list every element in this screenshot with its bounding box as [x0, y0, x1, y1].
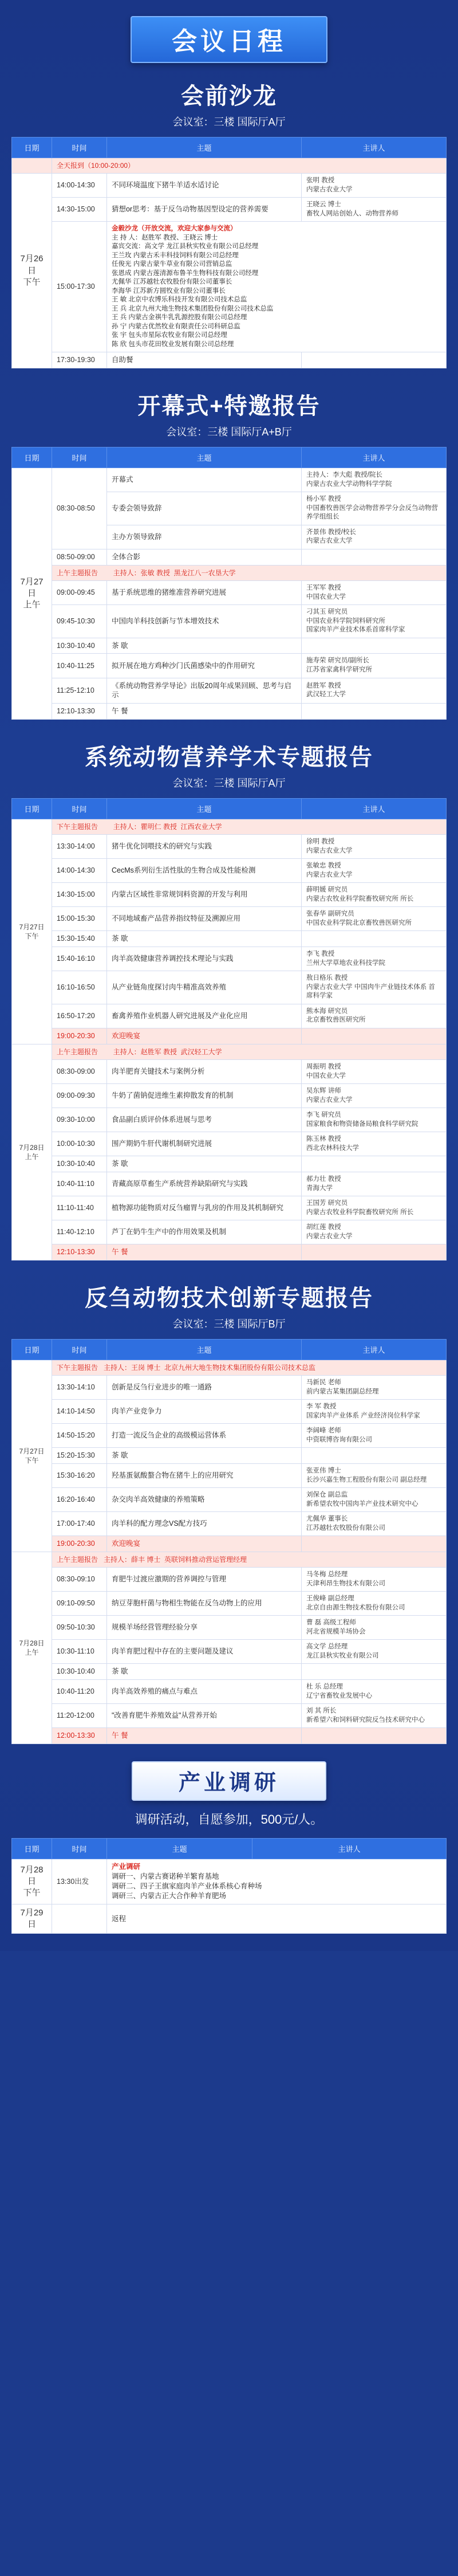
speaker-cell: 李飞 研究员 国家粮食和物资储备局粮食科学研究院 — [302, 1108, 447, 1132]
table-row — [12, 947, 447, 971]
time-cell: 10:30-11:10 — [52, 1640, 107, 1664]
col-speaker: 主讲人 — [252, 1839, 447, 1859]
table-row — [12, 1059, 447, 1083]
col-time: 时间 — [52, 1339, 107, 1360]
col-date: 日期 — [12, 1839, 52, 1859]
col-speaker: 主讲人 — [302, 447, 447, 468]
speaker-cell: 刘保仓 副总监 新希望农牧中国肉羊产业技术研究中心 — [302, 1488, 447, 1512]
speaker-cell: 王军军 教授 中国农业大学 — [302, 581, 447, 605]
col-speaker: 主讲人 — [302, 1339, 447, 1360]
topic-cell: 欢迎晚宴 — [107, 1536, 302, 1552]
table-row — [12, 174, 447, 198]
topic-cell: 打造一流反刍企业的高级模运营体系 — [107, 1424, 302, 1448]
chair-cell: 下午主题报告 主持人：王岗 博士 北京九州大地生物技术集团股份有限公司技术总监 — [52, 1360, 447, 1375]
topic-cell: 全体合影 — [107, 549, 302, 565]
host-line: 王 兵 内蒙古金祺牛乳乳源控股有限公司总经理 — [112, 314, 247, 321]
table-row — [12, 1904, 447, 1934]
table-row — [12, 931, 447, 947]
topic-cell: 肉羊育肥过程中存在的主要问题及建议 — [107, 1640, 302, 1664]
time-cell: 15:00-15:30 — [52, 907, 107, 931]
table-row — [12, 1616, 447, 1640]
time-cell: 13:30-14:00 — [52, 835, 107, 859]
time-cell: 19:00-20:30 — [52, 1536, 107, 1552]
table-row — [12, 1244, 447, 1260]
speaker-cell — [302, 1028, 447, 1044]
chair-row — [12, 565, 447, 580]
speaker-cell: 胡红莲 教授 内蒙古农业大学 — [302, 1220, 447, 1244]
chair-row — [12, 1044, 447, 1059]
topic-cell: 拟开展在地方鸡种沙门氏菌感染中的作用研究 — [107, 654, 302, 678]
chair-cell: 上午主题报告 主持人：张敏 教授 黑龙江八一农垦大学 — [52, 565, 447, 580]
speaker-cell — [302, 352, 447, 368]
speaker-cell: 陈玉林 教授 西北农林科技大学 — [302, 1132, 447, 1156]
topic-cell: 肉羊高效养殖的痛点与难点 — [107, 1680, 302, 1704]
table-row — [12, 1004, 447, 1028]
host-line: 主 持 人：赵胜军 教授、王晓云 博士 — [112, 234, 218, 241]
chair-row — [12, 1552, 447, 1568]
salon-title: 会前沙龙 — [181, 84, 277, 109]
time-cell: 12:00-13:30 — [52, 1728, 107, 1744]
col-topic: 主题 — [107, 799, 302, 819]
col-date: 日期 — [12, 799, 52, 819]
speaker-cell: 曹 磊 高级工程师 河北省规模羊场协会 — [302, 1616, 447, 1640]
host-line: 孙 宁 内蒙古优然牧业有限责任公司科研总监 — [112, 323, 240, 330]
speaker-cell — [302, 1244, 447, 1260]
speaker-cell: 郝力壮 教授 青海大学 — [302, 1172, 447, 1196]
table-row — [12, 678, 447, 704]
time-cell: 15:30-15:40 — [52, 931, 107, 947]
speaker-cell: 王俊峰 副总经理 北京自由源生物技术股份有限公司 — [302, 1592, 447, 1616]
table-row — [12, 883, 447, 907]
date-cell: 7月27日 上午 — [12, 468, 52, 720]
date-cell: 7月27日 下午 — [12, 819, 52, 1044]
table-row — [12, 704, 447, 720]
col-date: 日期 — [12, 138, 52, 158]
speaker-cell: 李飞 教授 兰州大学草地农业科技学院 — [302, 947, 447, 971]
topic-cell: 基于系统思维的猪维准营养研究进展 — [107, 581, 302, 605]
table-row — [12, 1640, 447, 1664]
visit-note: 调研活动，自愿参加，500元/人。 — [135, 1812, 323, 1827]
table-row — [12, 1084, 447, 1108]
table-row — [12, 1568, 447, 1592]
time-cell: 17:00-17:40 — [52, 1512, 107, 1536]
topic-cell: 围产期奶牛肝代谢机制研究进展 — [107, 1132, 302, 1156]
topic-cell: 午 餐 — [107, 1244, 302, 1260]
table-row — [12, 1728, 447, 1744]
speaker-cell: 周振明 教授 中国农业大学 — [302, 1059, 447, 1083]
speaker-cell: 徐明 教授 内蒙古农业大学 — [302, 835, 447, 859]
time-cell: 08:30-09:00 — [52, 1059, 107, 1083]
table-row — [12, 1680, 447, 1704]
col-topic: 主题 — [107, 1339, 302, 1360]
time-cell: 15:30-16:20 — [52, 1464, 107, 1488]
topic-cell: 牛奶了菌钠促进维生素抑散发育的机制 — [107, 1084, 302, 1108]
topic-cell: 肉羊产业竞争力 — [107, 1400, 302, 1424]
topic-cell — [107, 1904, 447, 1934]
table-row — [12, 638, 447, 654]
time-cell: 08:30-08:50 — [52, 468, 107, 549]
topic-cell: 内蒙古区域性非常规饲料资源的开发与利用 — [107, 883, 302, 907]
time-cell: 12:10-13:30 — [52, 1244, 107, 1260]
date-cell: 7月28日 下午 — [12, 1859, 52, 1904]
topic-cell: 主办方领导致辞 — [107, 525, 302, 549]
time-cell: 09:10-09:50 — [52, 1592, 107, 1616]
time-cell: 16:20-16:40 — [52, 1488, 107, 1512]
salon-venue: 会议室：三楼 国际厅A厅 — [172, 116, 286, 128]
visit-line: 调研三、内蒙古正大合作种羊育肥场 — [112, 1891, 227, 1900]
col-topic: 主题 — [107, 447, 302, 468]
table-row — [12, 158, 447, 174]
speaker-cell: 熊本海 研究员 北京畜牧兽医研究所 — [302, 1004, 447, 1028]
topic-cell: 肉羊肥育关键技术与案例分析 — [107, 1059, 302, 1083]
topic-cell: 育肥牛过渡应激期的营养调控与管理 — [107, 1568, 302, 1592]
header — [0, 0, 458, 63]
table-row — [12, 835, 447, 859]
speaker-cell — [302, 1664, 447, 1680]
time-cell: 14:00-14:30 — [52, 174, 107, 198]
time-cell: 13:30-14:10 — [52, 1376, 107, 1400]
speaker-cell: 赵胜军 教授 武汉轻工大学 — [302, 678, 447, 704]
table-row — [12, 1376, 447, 1400]
speaker-cell: 杜 乐 总经理 辽宁省畜牧业发展中心 — [302, 1680, 447, 1704]
speaker-cell — [302, 1536, 447, 1552]
topic-cell: 猪牛优化饲喂技术的研究与实践 — [107, 835, 302, 859]
topic-cell: 食品副白质评价体系进展与思考 — [107, 1108, 302, 1132]
table-row — [12, 859, 447, 883]
host-line: 任俊光 内蒙古蒙牛草业有限公司营销总监 — [112, 261, 232, 268]
topic-cell: 专委会领导致辞 — [107, 492, 302, 525]
speaker-cell — [302, 1728, 447, 1744]
speaker-cell: 吴东辉 讲师 内蒙古农业大学 — [302, 1084, 447, 1108]
speaker-cell: 李阔峰 老师 中资联博咨询有限公司 — [302, 1424, 447, 1448]
col-time: 时间 — [52, 447, 107, 468]
speaker-cell: 施寿荣 研究员/副所长 江苏省家禽科学研究所 — [302, 654, 447, 678]
host-line: 张 宇 包头市星际农牧业有限公司总经理 — [112, 332, 227, 339]
speaker-cell: 薛明媛 研究员 内蒙古农牧业科学院畜牧研究所 所长 — [302, 883, 447, 907]
table-row — [12, 1704, 447, 1728]
time-cell: 10:40-11:25 — [52, 654, 107, 678]
chair-cell: 上午主题报告 主持人：薛丰 博士 英联饲料推动营运管理经理 — [52, 1552, 447, 1568]
speaker-cell: 高文学 总经理 龙江县秋实牧业有限公司 — [302, 1640, 447, 1664]
topic-cell: 茶 歇 — [107, 1156, 302, 1172]
table-row — [12, 971, 447, 1004]
time-cell: 11:40-12:10 — [52, 1220, 107, 1244]
table-row — [12, 1664, 447, 1680]
table-row — [12, 1220, 447, 1244]
visit-title: 产业调研 — [132, 1761, 326, 1801]
topic-cell: 茶 歇 — [107, 931, 302, 947]
time-cell: 10:30-10:40 — [52, 1664, 107, 1680]
topic-cell: 畜禽养殖作业机器人研究进展及产业化应用 — [107, 1004, 302, 1028]
topic-cell: 植物源功能物质对反刍瘤胃与乳房的作用及其机制研究 — [107, 1196, 302, 1220]
time-cell: 15:20-15:30 — [52, 1448, 107, 1464]
speaker-cell: 张亚伟 博士 长沙兴嘉生物工程股份有限公司 副总经理 — [302, 1464, 447, 1488]
host-line: 嘉宾交流：高文学 龙江县秋实牧业有限公司总经理 — [112, 243, 259, 250]
salon-table — [11, 137, 447, 368]
time-cell: 11:20-12:00 — [52, 1704, 107, 1728]
time-cell: 14:30-15:00 — [52, 883, 107, 907]
topic-cell: 不同环境温度下猪牛羊适水适讨论 — [107, 174, 302, 198]
time-cell: 13:30出发 — [52, 1859, 107, 1904]
host-line: 尤佩华 江苏越牡农牧股份有限公司董事长 — [112, 278, 232, 286]
topic-cell: 中国肉羊科技创新与节本增效技术 — [107, 605, 302, 638]
time-cell: 15:40-16:10 — [52, 947, 107, 971]
col-topic: 主题 — [107, 138, 302, 158]
time-cell: 09:00-09:45 — [52, 581, 107, 605]
time-cell: 10:40-11:20 — [52, 1680, 107, 1704]
speaker-cell — [302, 1156, 447, 1172]
speaker-cell: 杨小军 教授 中国畜牧兽医学会动物营养学分会反刍动物营养学组组长 — [302, 492, 447, 525]
topic-cell: 茶 歇 — [107, 1448, 302, 1464]
time-cell: 10:40-11:10 — [52, 1172, 107, 1196]
table-row — [12, 1464, 447, 1488]
speaker-cell: 敖日格乐 教授 内蒙古农业大学 中国肉牛产业链技术体系 首席科学家 — [302, 971, 447, 1004]
rum-table — [11, 1339, 447, 1744]
time-cell: 09:30-10:00 — [52, 1108, 107, 1132]
speaker-cell — [302, 638, 447, 654]
table-row — [12, 1592, 447, 1616]
main-title: 会议日程 — [131, 16, 327, 63]
table-row — [12, 1448, 447, 1464]
visit-topic-title: 产业调研 — [112, 1863, 141, 1871]
topic-cell: 午 餐 — [107, 704, 302, 720]
speaker-cell: 李 军 教授 国家肉羊产业体系 产业经济岗位科学家 — [302, 1400, 447, 1424]
topic-cell: 欢迎晚宴 — [107, 1028, 302, 1044]
col-topic: 主题 — [107, 1839, 252, 1859]
speaker-cell: 张春华 副研究员 中国农业科学院北京畜牧兽医研究所 — [302, 907, 447, 931]
host-line: 王兰玫 内蒙古禾丰科技饲料有限公司总经理 — [112, 252, 239, 259]
time-cell: 14:00-14:30 — [52, 859, 107, 883]
time-cell: 15:00-17:30 — [52, 222, 107, 352]
table-row — [12, 352, 447, 368]
time-cell: 14:10-14:50 — [52, 1400, 107, 1424]
opening-table — [11, 447, 447, 720]
topic-cell: 茶 歇 — [107, 1664, 302, 1680]
table-row — [12, 1172, 447, 1196]
visit-header — [0, 1744, 458, 1801]
table-row — [12, 222, 447, 352]
time-cell: 17:30-19:30 — [52, 352, 107, 368]
time-cell: 11:25-12:10 — [52, 678, 107, 704]
table-row — [12, 1028, 447, 1044]
col-date: 日期 — [12, 447, 52, 468]
speaker-cell: 马新民 老师 前内蒙古某集团副总经理 — [302, 1376, 447, 1400]
col-time: 时间 — [52, 1839, 107, 1859]
table-row — [12, 1536, 447, 1552]
table-row — [12, 1156, 447, 1172]
table-row — [12, 1132, 447, 1156]
col-speaker: 主讲人 — [302, 138, 447, 158]
chair-row — [12, 819, 447, 835]
table-row — [12, 1400, 447, 1424]
table-row — [12, 549, 447, 565]
topic-cell: 杂交肉羊高效健康的养殖策略 — [107, 1488, 302, 1512]
time-cell: 10:00-10:30 — [52, 1132, 107, 1156]
chair-row — [12, 1360, 447, 1375]
speaker-cell: 王国芳 研究员 内蒙古农牧业科学院畜牧研究所 所长 — [302, 1196, 447, 1220]
rum-title: 反刍动物技术创新专题报告 — [85, 1285, 373, 1311]
speaker-cell: 齐景伟 教授/校长 内蒙古农业大学 — [302, 525, 447, 549]
col-speaker: 主讲人 — [302, 799, 447, 819]
table-row — [12, 581, 447, 605]
visit-topic-title: 返程 — [112, 1914, 127, 1923]
speaker-cell: 王晓云 博士 畜牧人网站创始人、动物营养师 — [302, 198, 447, 222]
host-line: 陈 欣 包头市花田牧业发展有限公司总经理 — [112, 340, 234, 348]
date-cell: 7月26日 下午 — [12, 174, 52, 368]
topic-cell: 规模羊场经营管理经验分享 — [107, 1616, 302, 1640]
table-row — [12, 1108, 447, 1132]
time-cell: 14:30-15:00 — [52, 198, 107, 222]
visit-line: 调研一、内蒙古赛诺种羊繁育基地 — [112, 1872, 219, 1881]
time-cell: 09:50-10:30 — [52, 1616, 107, 1640]
table-row — [12, 198, 447, 222]
date-cell: 7月28日 上午 — [12, 1552, 52, 1744]
col-date: 日期 — [12, 1339, 52, 1360]
time-cell: 10:30-10:40 — [52, 638, 107, 654]
visit-line: 调研二、四子王旗家庭肉羊产业体系核心育种场 — [112, 1882, 262, 1890]
host-line: 李海华 江苏新方圆牧业有限公司董事长 — [112, 287, 226, 294]
time-cell: 12:10-13:30 — [52, 704, 107, 720]
speaker-cell: 张明 教授 内蒙古农业大学 — [302, 174, 447, 198]
visit-table — [11, 1838, 447, 1934]
topic-cell: 开幕式 — [107, 468, 302, 492]
topic-cell: 肉羊科的配方理念VS配方技巧 — [107, 1512, 302, 1536]
topic-cell: 茶 歇 — [107, 638, 302, 654]
time-cell: 10:30-10:40 — [52, 1156, 107, 1172]
table-row — [12, 605, 447, 638]
col-time: 时间 — [52, 138, 107, 158]
time-cell: 16:10-16:50 — [52, 971, 107, 1004]
time-cell: 16:50-17:20 — [52, 1004, 107, 1028]
hosts-cell — [107, 222, 447, 352]
topic-cell: 羟基蛋氨酸螯合物在猪牛上的应用研究 — [107, 1464, 302, 1488]
speaker-cell — [302, 1448, 447, 1464]
time-cell: 08:50-09:00 — [52, 549, 107, 565]
sys-title: 系统动物营养学术专题报告 — [85, 745, 373, 771]
table-row — [12, 1424, 447, 1448]
speaker-cell: 尤佩华 董事长 江苏越牡农牧股份有限公司 — [302, 1512, 447, 1536]
time-cell: 19:00-20:30 — [52, 1028, 107, 1044]
rum-venue: 会议室：三楼 国际厅B厅 — [172, 1318, 286, 1330]
topic-cell: 纳豆芽胞杆菌与物相生物能在反刍动物上的应用 — [107, 1592, 302, 1616]
time-cell — [52, 1904, 107, 1934]
topic-cell: 创新是反刍行业进步的唯一通路 — [107, 1376, 302, 1400]
table-row — [12, 1512, 447, 1536]
topic-cell: 猜想or思考：基于反刍动物基因型设定的营养需要 — [107, 198, 302, 222]
speaker-cell: 主持人：李大彪 教授/院长 内蒙古农业大学动物科学学院 — [302, 468, 447, 492]
table-row — [12, 1488, 447, 1512]
host-line: 王 敏 北京中农博乐科技开发有限公司技术总监 — [112, 296, 247, 304]
topic-cell: 肉羊高效健康营养调控技术理论与实践 — [107, 947, 302, 971]
topic-cell: 《系统动物营养学导论》出版20周年成果回顾、思考与启示 — [107, 678, 302, 704]
topic-cell: CecMs系列衍生活性肽的生物合成及性能检测 — [107, 859, 302, 883]
speaker-cell — [302, 931, 447, 947]
table-row — [12, 1196, 447, 1220]
chair-cell: 下午主题报告 主持人：瞿明仁 教授 江西农业大学 — [52, 819, 447, 835]
date-cell: 7月29日 — [12, 1904, 52, 1934]
table-row — [12, 1859, 447, 1904]
time-cell: 14:50-15:20 — [52, 1424, 107, 1448]
salon-host-sub: （开放交流，欢迎大家参与交流） — [138, 225, 237, 233]
time-cell: 08:30-09:10 — [52, 1568, 107, 1592]
speaker-cell: 刘 其 所长 新希望六和饲料研究院反刍技术研究中心 — [302, 1704, 447, 1728]
time-cell: 09:45-10:30 — [52, 605, 107, 638]
date-cell: 7月28日 上午 — [12, 1044, 52, 1260]
topic-cell: 青藏高原草畜生产系统营养缺陷研究与实践 — [107, 1172, 302, 1196]
date-cell: 7月27日 下午 — [12, 1360, 52, 1552]
date-cell — [12, 158, 52, 174]
speaker-cell — [302, 549, 447, 565]
topic-cell: 芦丁在奶牛生产中的作用效果及机制 — [107, 1220, 302, 1244]
topic-cell — [107, 1859, 447, 1904]
chair-cell: 全天报到（10:00-20:00） — [52, 158, 447, 174]
time-cell: 11:10-11:40 — [52, 1196, 107, 1220]
topic-cell: 午 餐 — [107, 1728, 302, 1744]
time-cell: 09:00-09:30 — [52, 1084, 107, 1108]
host-line: 王 兵 北京九州大地生物技术集团股份有限公司技术总监 — [112, 305, 274, 312]
speaker-cell: 张敏忠 教授 内蒙古农业大学 — [302, 859, 447, 883]
sys-venue: 会议室：三楼 国际厅A厅 — [172, 777, 286, 790]
topic-cell: 自助餐 — [107, 352, 302, 368]
sys-table — [11, 798, 447, 1260]
topic-cell: "改善育肥牛养殖效益"从营养开始 — [107, 1704, 302, 1728]
col-time: 时间 — [52, 799, 107, 819]
speaker-cell — [302, 704, 447, 720]
topic-cell: 不同地域畜产品营养指纹特征及溯源应用 — [107, 907, 302, 931]
chair-cell: 上午主题报告 主持人：赵胜军 教授 武汉轻工大学 — [52, 1044, 447, 1059]
table-row — [12, 468, 447, 492]
salon-host-title: 金毅沙龙（开放交流，欢迎大家参与交流） — [112, 225, 237, 233]
topic-cell: 从产业链角度探讨肉牛精准高效养殖 — [107, 971, 302, 1004]
table-row — [12, 654, 447, 678]
table-row — [12, 907, 447, 931]
speaker-cell: 马冬梅 总经理 天津利昂生物技术有限公司 — [302, 1568, 447, 1592]
speaker-cell: 刁其玉 研究员 中国农业科学院饲料研究所 国家肉羊产业技术体系首席科学家 — [302, 605, 447, 638]
opening-venue: 会议室：三楼 国际厅A+B厅 — [166, 426, 292, 438]
opening-title: 开幕式+特邀报告 — [137, 394, 321, 419]
host-line: 张恩成 内蒙古莲清源布鲁羊生物科技有限公司经理 — [112, 269, 259, 277]
